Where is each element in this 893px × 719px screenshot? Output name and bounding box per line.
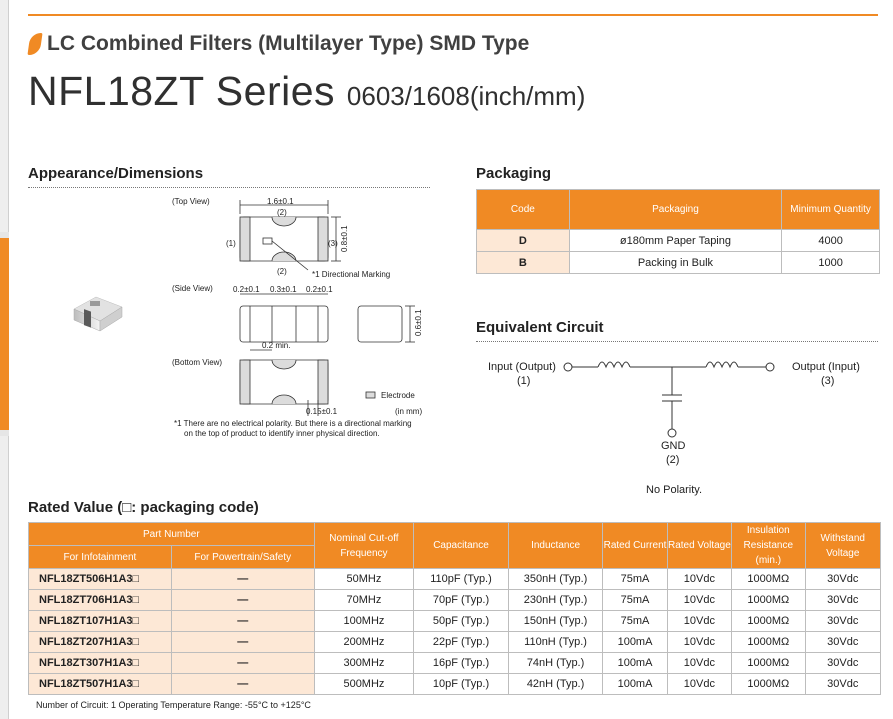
- rated-current: 100mA: [603, 653, 667, 674]
- packaging-title: Packaging: [476, 165, 552, 182]
- leaf-icon: [27, 33, 42, 55]
- circuit-divider: [476, 341, 878, 342]
- part-number-infotainment: NFL18ZT706H1A3□: [29, 590, 172, 611]
- rated-voltage: 10Vdc: [667, 653, 731, 674]
- pkg-qty: 1000: [782, 252, 880, 274]
- pkg-type: Packing in Bulk: [569, 252, 781, 274]
- pkg-type: ø180mm Paper Taping: [569, 230, 781, 252]
- pkg-qty: 4000: [782, 230, 880, 252]
- packaging-table: [476, 189, 880, 274]
- insulation-resistance: 1000MΩ: [732, 653, 805, 674]
- series-title: [28, 68, 585, 115]
- rated-title: Rated Value (□: packaging code): [28, 499, 259, 516]
- electrode-label: Electrode: [381, 391, 415, 400]
- part-number-powertrain: —: [171, 590, 314, 611]
- withstand-voltage: 30Vdc: [805, 569, 881, 590]
- rated-current: 75mA: [603, 590, 667, 611]
- note-line-1: *1 There are no electrical polarity. But there is a directional marking: [174, 419, 412, 428]
- inductance: 150nH (Typ.): [508, 611, 603, 632]
- capacitance: 10pF (Typ.): [414, 674, 509, 695]
- rv-header-infotainment: For Infotainment: [29, 546, 172, 569]
- series-name: NFL18ZT Series: [28, 68, 336, 114]
- gnd-label: GND: [661, 440, 686, 452]
- output-terminal: [766, 363, 774, 371]
- rated-table: [28, 522, 881, 695]
- rv-header-capacitance: Capacitance: [414, 523, 509, 569]
- capacitance: 110pF (Typ.): [414, 569, 509, 590]
- series-size: 0603/1608(inch/mm): [346, 81, 586, 111]
- rv-header-insulation: Insulation Resistance (min.): [732, 523, 805, 569]
- insulation-resistance: 1000MΩ: [732, 590, 805, 611]
- end-view-body: [358, 306, 402, 342]
- pkg-header-packaging: Packaging: [569, 190, 781, 230]
- dimension-drawing: [160, 190, 430, 440]
- dim-bottom: 0.15±0.1: [306, 407, 338, 416]
- cutoff-frequency: 70MHz: [314, 590, 414, 611]
- part-number-infotainment: NFL18ZT207H1A3□: [29, 632, 172, 653]
- note-line-2: on the top of product to identify inner physical direction.: [184, 429, 380, 438]
- part-number-infotainment: NFL18ZT107H1A3□: [29, 611, 172, 632]
- dim-min: 0.2 min.: [262, 341, 291, 350]
- rated-voltage: 10Vdc: [667, 632, 731, 653]
- rated-footnote: Number of Circuit: 1 Operating Temperature Range: -55°C to +125°C: [36, 700, 311, 710]
- part-number-infotainment: NFL18ZT307H1A3□: [29, 653, 172, 674]
- inductor-right: [706, 362, 738, 367]
- dim-height: 0.6±0.1: [414, 309, 423, 336]
- rv-header-withstand: Withstand Voltage: [805, 523, 881, 569]
- table-row: [29, 632, 881, 653]
- rated-current: 100mA: [603, 632, 667, 653]
- dim-side-left: 0.2±0.1: [233, 285, 260, 294]
- table-row: [29, 569, 881, 590]
- table-row: [477, 252, 880, 274]
- side-view-body: [240, 306, 328, 342]
- appearance-title: Appearance/Dimensions: [28, 165, 204, 182]
- output-label: Output (Input): [792, 361, 860, 373]
- directional-marking: *1 Directional Marking: [312, 270, 391, 279]
- electrode-legend-swatch: [366, 392, 375, 398]
- pkg-code: B: [477, 252, 570, 274]
- rated-voltage: 10Vdc: [667, 569, 731, 590]
- polarity-note: No Polarity.: [646, 484, 703, 496]
- table-row: [29, 653, 881, 674]
- rv-header-voltage: Rated Voltage: [667, 523, 731, 569]
- output-pin: (3): [821, 375, 835, 387]
- dim-side-mid: 0.3±0.1: [270, 285, 297, 294]
- inductance: 350nH (Typ.): [508, 569, 603, 590]
- dim-side-right: 0.2±0.1: [306, 285, 333, 294]
- withstand-voltage: 30Vdc: [805, 632, 881, 653]
- top-view-electrode-right: [318, 217, 328, 261]
- rv-header-part-number: Part Number: [29, 523, 315, 546]
- cutoff-frequency: 200MHz: [314, 632, 414, 653]
- capacitance: 70pF (Typ.): [414, 590, 509, 611]
- circuit-title: Equivalent Circuit: [476, 319, 604, 336]
- part-number-infotainment: NFL18ZT506H1A3□: [29, 569, 172, 590]
- withstand-voltage: 30Vdc: [805, 611, 881, 632]
- bottom-view-label: (Bottom View): [172, 358, 223, 367]
- cutoff-frequency: 50MHz: [314, 569, 414, 590]
- input-terminal: [564, 363, 572, 371]
- part-number-powertrain: —: [171, 569, 314, 590]
- input-pin: (1): [517, 375, 531, 387]
- withstand-voltage: 30Vdc: [805, 674, 881, 695]
- rated-current: 75mA: [603, 569, 667, 590]
- withstand-voltage: 30Vdc: [805, 590, 881, 611]
- appearance-divider: [28, 187, 430, 188]
- rated-current: 75mA: [603, 611, 667, 632]
- part-number-powertrain: —: [171, 653, 314, 674]
- sidebar-tab-3[interactable]: [0, 436, 9, 719]
- category-title: LC Combined Filters (Multilayer Type) SMD Type: [47, 32, 530, 55]
- table-row: [477, 230, 880, 252]
- pin3-label: (3): [328, 239, 338, 248]
- rv-header-inductance: Inductance: [508, 523, 603, 569]
- dim-width: 0.8±0.1: [340, 225, 349, 252]
- inductance: 42nH (Typ.): [508, 674, 603, 695]
- top-view-electrode-left: [240, 217, 250, 261]
- top-rule: [28, 14, 878, 16]
- gnd-pin: (2): [666, 454, 680, 466]
- rated-voltage: 10Vdc: [667, 611, 731, 632]
- table-row: [29, 611, 881, 632]
- table-row: [29, 590, 881, 611]
- pkg-header-qty: Minimum Quantity: [782, 190, 880, 230]
- side-view-label: (Side View): [172, 284, 213, 293]
- top-view-label: (Top View): [172, 197, 210, 206]
- sidebar-tab-active[interactable]: [0, 238, 9, 430]
- insulation-resistance: 1000MΩ: [732, 632, 805, 653]
- dim-length: 1.6±0.1: [267, 197, 294, 206]
- rv-header-current: Rated Current: [603, 523, 667, 569]
- capacitance: 16pF (Typ.): [414, 653, 509, 674]
- cutoff-frequency: 100MHz: [314, 611, 414, 632]
- insulation-resistance: 1000MΩ: [732, 674, 805, 695]
- left-sidebar: [0, 0, 9, 719]
- product-photo: [70, 293, 126, 333]
- rv-header-cutoff: Nominal Cut-off Frequency: [314, 523, 414, 569]
- insulation-resistance: 1000MΩ: [732, 611, 805, 632]
- part-number-infotainment: NFL18ZT507H1A3□: [29, 674, 172, 695]
- pin1-label: (1): [226, 239, 236, 248]
- rv-header-powertrain: For Powertrain/Safety: [171, 546, 314, 569]
- cutoff-frequency: 300MHz: [314, 653, 414, 674]
- pkg-code: D: [477, 230, 570, 252]
- part-number-powertrain: —: [171, 674, 314, 695]
- cutoff-frequency: 500MHz: [314, 674, 414, 695]
- part-number-powertrain: —: [171, 632, 314, 653]
- input-label: Input (Output): [488, 361, 556, 373]
- withstand-voltage: 30Vdc: [805, 653, 881, 674]
- rated-voltage: 10Vdc: [667, 674, 731, 695]
- insulation-resistance: 1000MΩ: [732, 569, 805, 590]
- pkg-header-code: Code: [477, 190, 570, 230]
- part-number-powertrain: —: [171, 611, 314, 632]
- pin2-top: (2): [277, 208, 287, 217]
- table-row: [29, 674, 881, 695]
- unit-note: (in mm): [395, 407, 423, 416]
- inductance: 230nH (Typ.): [508, 590, 603, 611]
- inductance: 74nH (Typ.): [508, 653, 603, 674]
- sidebar-tab-1[interactable]: [0, 0, 9, 232]
- capacitance: 22pF (Typ.): [414, 632, 509, 653]
- rated-voltage: 10Vdc: [667, 590, 731, 611]
- gnd-terminal: [668, 429, 676, 437]
- rated-current: 100mA: [603, 674, 667, 695]
- inductance: 110nH (Typ.): [508, 632, 603, 653]
- inductor-left: [598, 362, 630, 367]
- capacitance: 50pF (Typ.): [414, 611, 509, 632]
- pin2-bottom: (2): [277, 267, 287, 276]
